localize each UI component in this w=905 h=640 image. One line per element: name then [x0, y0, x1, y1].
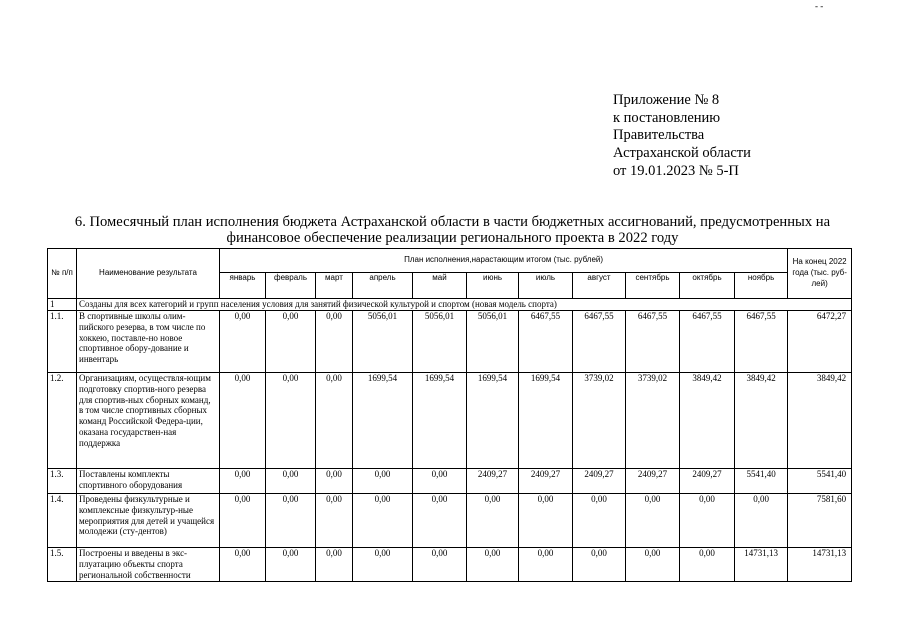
- header-end: На конец 2022 года (тыс. руб-лей): [788, 249, 852, 299]
- header-month: июнь: [467, 273, 519, 299]
- row-result-name: Поставлены комплекты спортивного оборудования: [77, 469, 220, 494]
- value-cell: 0,00: [316, 469, 353, 494]
- value-cell: 0,00: [519, 494, 573, 548]
- value-cell: 0,00: [316, 373, 353, 469]
- header-month: январь: [220, 273, 266, 299]
- header-month: август: [573, 273, 626, 299]
- value-cell: 0,00: [519, 548, 573, 582]
- appendix-line: Астраханской области: [613, 145, 751, 162]
- table-row: [48, 311, 852, 373]
- header-month: апрель: [353, 273, 413, 299]
- value-cell: 5056,01: [353, 311, 413, 373]
- value-cell: 0,00: [680, 548, 735, 582]
- document-title: 6. Помесячный план исполнения бюджета Астраханской области в части бюджетных ассигнований, предусмотренных на финансовое обеспечение реализации регионального проекта в 2022 году: [74, 214, 831, 246]
- value-cell: 0,00: [467, 548, 519, 582]
- value-cell: 5056,01: [467, 311, 519, 373]
- section-title: Созданы для всех категорий и групп населения условия для занятий физической культурой и спортом (новая модель спорта): [77, 299, 852, 311]
- value-cell: 1699,54: [413, 373, 467, 469]
- value-cell: 0,00: [413, 469, 467, 494]
- value-cell: 2409,27: [467, 469, 519, 494]
- header-month: март: [316, 273, 353, 299]
- value-cell: 6467,55: [626, 311, 680, 373]
- table-row: [48, 469, 852, 494]
- value-cell: 7581,60: [788, 494, 852, 548]
- value-cell: 0,00: [220, 548, 266, 582]
- header-month: май: [413, 273, 467, 299]
- value-cell: 6472,27: [788, 311, 852, 373]
- table-row: [48, 373, 852, 469]
- value-cell: 5056,01: [413, 311, 467, 373]
- header-name: Наименование результата: [77, 249, 220, 299]
- value-cell: 3849,42: [735, 373, 788, 469]
- appendix-block: [613, 92, 751, 181]
- value-cell: 2409,27: [519, 469, 573, 494]
- value-cell: 0,00: [735, 494, 788, 548]
- value-cell: 0,00: [220, 311, 266, 373]
- value-cell: 14731,13: [735, 548, 788, 582]
- header-month: октябрь: [680, 273, 735, 299]
- value-cell: 3739,02: [626, 373, 680, 469]
- value-cell: 5541,40: [735, 469, 788, 494]
- value-cell: 2409,27: [573, 469, 626, 494]
- value-cell: 3849,42: [680, 373, 735, 469]
- value-cell: 14731,13: [788, 548, 852, 582]
- value-cell: 2409,27: [680, 469, 735, 494]
- value-cell: 0,00: [266, 373, 316, 469]
- budget-plan-table: [47, 248, 852, 582]
- value-cell: 0,00: [353, 494, 413, 548]
- value-cell: 0,00: [266, 469, 316, 494]
- value-cell: 0,00: [316, 548, 353, 582]
- value-cell: 6467,55: [519, 311, 573, 373]
- value-cell: 6467,55: [573, 311, 626, 373]
- row-result-name: Проведены физкультурные и комплексные физкультур-ные мероприятия для детей и учащейся молодежи (сту-дентов): [77, 494, 220, 548]
- value-cell: 1699,54: [467, 373, 519, 469]
- value-cell: 0,00: [316, 494, 353, 548]
- header-month: сентябрь: [626, 273, 680, 299]
- row-number: 1.5.: [48, 548, 77, 582]
- appendix-line: Приложение № 8: [613, 92, 720, 108]
- value-cell: 5541,40: [788, 469, 852, 494]
- value-cell: 3739,02: [573, 373, 626, 469]
- value-cell: 3849,42: [788, 373, 852, 469]
- value-cell: 0,00: [413, 548, 467, 582]
- value-cell: 0,00: [626, 494, 680, 548]
- appendix-line: Правительства: [613, 127, 705, 144]
- row-number: 1.3.: [48, 469, 77, 494]
- value-cell: 0,00: [220, 373, 266, 469]
- header-plan: План исполнения,нарастающим итогом (тыс. рублей): [220, 249, 788, 273]
- value-cell: 6467,55: [680, 311, 735, 373]
- value-cell: 0,00: [353, 548, 413, 582]
- row-result-name: В спортивные школы олим-пийского резерва, в том числе по хоккею, поставле-но новое спортивное обору-дование и инвентарь: [77, 311, 220, 373]
- corner-mark: - -: [815, 1, 824, 11]
- value-cell: 0,00: [353, 469, 413, 494]
- value-cell: 2409,27: [626, 469, 680, 494]
- table-row: [48, 494, 852, 548]
- value-cell: 0,00: [467, 494, 519, 548]
- header-month: ноябрь: [735, 273, 788, 299]
- row-number: 1.4.: [48, 494, 77, 548]
- value-cell: 0,00: [316, 311, 353, 373]
- value-cell: 0,00: [220, 469, 266, 494]
- header-num: № п/п: [48, 249, 77, 299]
- value-cell: 0,00: [220, 494, 266, 548]
- row-number: 1.2.: [48, 373, 77, 469]
- row-number: 1.1.: [48, 311, 77, 373]
- header-month: февраль: [266, 273, 316, 299]
- value-cell: 1699,54: [519, 373, 573, 469]
- value-cell: 0,00: [680, 494, 735, 548]
- appendix-line: от 19.01.2023 № 5-П: [613, 162, 739, 179]
- value-cell: 6467,55: [735, 311, 788, 373]
- header-month: июль: [519, 273, 573, 299]
- value-cell: 0,00: [266, 548, 316, 582]
- value-cell: 0,00: [413, 494, 467, 548]
- value-cell: 0,00: [573, 494, 626, 548]
- value-cell: 1699,54: [353, 373, 413, 469]
- value-cell: 0,00: [266, 311, 316, 373]
- row-result-name: Организациям, осуществля-ющим подготовку спортив-ного резерва для спортив-ных сборных команд, в том числе спортивных сборных команд Российской Федера-ции, оказана государствен-ная поддержка: [77, 373, 220, 469]
- value-cell: 0,00: [573, 548, 626, 582]
- section-num: 1: [48, 299, 77, 311]
- table-row: [48, 548, 852, 582]
- value-cell: 0,00: [626, 548, 680, 582]
- value-cell: 0,00: [266, 494, 316, 548]
- row-result-name: Построены и введены в экс-плуатацию объекты спорта региональной собственности: [77, 548, 220, 582]
- appendix-line: к постановлению: [613, 109, 721, 126]
